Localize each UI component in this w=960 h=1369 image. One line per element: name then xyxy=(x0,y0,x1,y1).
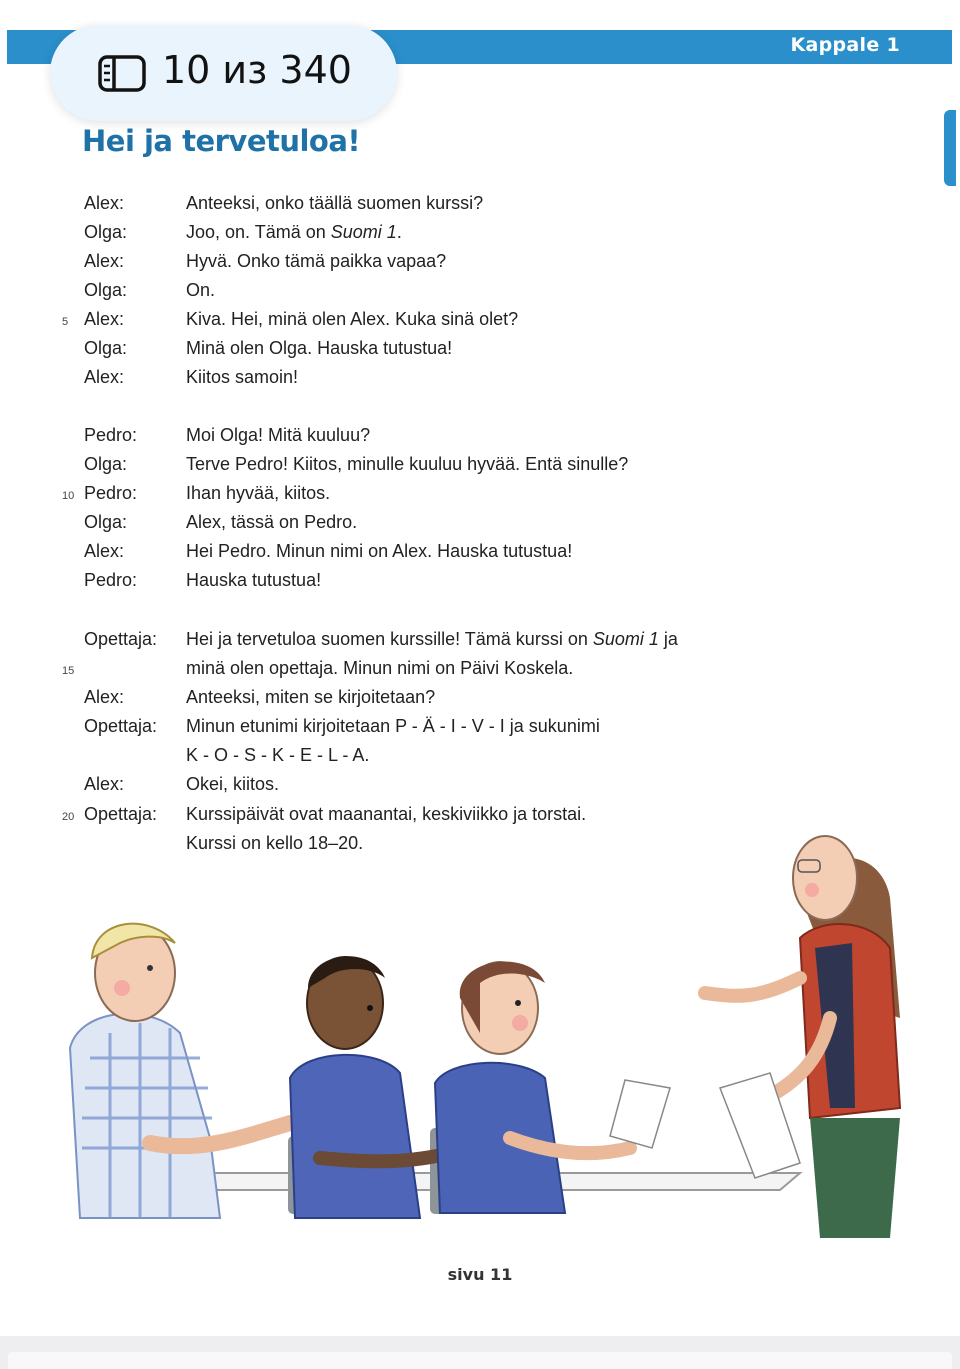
dialogue-text-segment: Anteeksi, onko täällä suomen kurssi? xyxy=(186,193,484,213)
dialogue-text xyxy=(186,193,483,214)
dialogue-line xyxy=(0,193,900,222)
speaker-name: Olga: xyxy=(84,454,128,474)
dialogue-text xyxy=(186,425,370,446)
dialogue-text-segment: Hauska tutustua! xyxy=(186,570,322,590)
dialogue-text xyxy=(186,629,678,650)
dialogue-line xyxy=(0,251,900,280)
dialogue-text xyxy=(186,745,369,766)
dialogue-line xyxy=(0,774,900,803)
speaker-name: Alex: xyxy=(84,367,125,387)
dialogue-text-segment: Joo, on. Tämä on xyxy=(186,222,331,242)
dialogue-text xyxy=(186,541,572,562)
chapter-label: Kappale 1 xyxy=(790,34,900,56)
speaker-name: Pedro: xyxy=(84,425,138,445)
side-tab xyxy=(944,110,956,186)
speaker-name: Olga: xyxy=(84,280,128,300)
dialogue-line xyxy=(0,658,900,687)
dialogue-line xyxy=(0,716,900,745)
dialogue-text xyxy=(186,687,435,708)
dialogue-text xyxy=(186,338,452,359)
dialogue-text xyxy=(186,570,321,591)
dialogue-line xyxy=(0,629,900,658)
book-title-italic: Suomi 1 xyxy=(330,222,397,242)
dialogue-text xyxy=(186,454,628,475)
speaker-name: Olga: xyxy=(84,222,128,242)
speaker-name: Opettaja: xyxy=(84,629,158,649)
dialogue-line xyxy=(0,687,900,716)
dialogue-line xyxy=(0,745,900,774)
line-number: 5 xyxy=(62,316,69,328)
speaker-name: Pedro: xyxy=(84,570,138,590)
speaker-name: Alex: xyxy=(84,687,125,707)
speaker-name: Pedro: xyxy=(84,483,138,503)
dialogue-text-segment: Minä olen Olga. Hauska tutustua! xyxy=(186,338,453,358)
dialogue-text-segment: Hei Pedro. Minun nimi on Alex. Hauska tutustua! xyxy=(186,541,573,561)
dialogue-text-segment: ja xyxy=(658,629,678,649)
speaker-name: Olga: xyxy=(84,338,128,358)
dialogue-text-segment: Kurssipäivät ovat maanantai, keskiviikko ja torstai. xyxy=(186,804,587,824)
dialogue-text-segment: Kurssi on kello 18–20. xyxy=(186,833,364,853)
lesson-title: Hei ja tervetuloa! xyxy=(82,124,361,158)
speaker-name: Alex: xyxy=(84,774,125,794)
line-number: 15 xyxy=(62,665,75,677)
speaker-name: Alex: xyxy=(84,251,125,271)
dialogue-text-segment: Kiitos samoin! xyxy=(186,367,299,387)
dialogue-line xyxy=(0,454,900,483)
dialogue-line xyxy=(0,483,900,512)
dialogue-text xyxy=(186,222,402,243)
dialogue-line xyxy=(0,425,900,454)
dialogue-text-segment: Anteeksi, miten se kirjoitetaan? xyxy=(186,687,436,707)
book-icon xyxy=(98,55,146,92)
dialogue-line xyxy=(0,280,900,309)
dialogue-text xyxy=(186,716,600,737)
classroom-illustration xyxy=(40,818,920,1238)
dialogue-text xyxy=(186,512,357,533)
dialogue-text xyxy=(186,251,446,272)
dialogue-line xyxy=(0,570,900,599)
dialogue-text-segment: minä olen opettaja. Minun nimi on Päivi Koskela. xyxy=(186,658,574,678)
dialogue-line xyxy=(0,541,900,570)
dialogue-text xyxy=(186,483,330,504)
dialogue-text-segment: Alex, tässä on Pedro. xyxy=(186,512,358,532)
dialogue-text xyxy=(186,280,215,301)
speaker-name: Opettaja: xyxy=(84,804,158,824)
dialogue-text-segment: K - O - S - K - E - L - A. xyxy=(186,745,370,765)
dialogue-text-segment: On. xyxy=(186,280,216,300)
speaker-name: Alex: xyxy=(84,309,125,329)
dialogue-text-segment: Ihan hyvää, kiitos. xyxy=(186,483,331,503)
dialogue-line xyxy=(0,222,900,251)
dialogue-text xyxy=(186,309,518,330)
dialogue-text xyxy=(186,774,279,795)
line-number: 10 xyxy=(62,490,75,502)
dialogue-text-segment: Minun etunimi kirjoitetaan P - Ä - I - V - I ja sukunimi xyxy=(186,716,600,736)
page-number: sivu 11 xyxy=(447,1265,513,1284)
dialogue-text-segment: Okei, kiitos. xyxy=(186,774,280,794)
line-number: 20 xyxy=(62,811,75,823)
dialogue-text-segment: Hyvä. Onko tämä paikka vapaa? xyxy=(186,251,447,271)
speaker-name: Alex: xyxy=(84,541,125,561)
dialogue-text xyxy=(186,658,573,679)
dialogue-text-segment: Terve Pedro! Kiitos, minulle kuuluu hyvää. Entä sinulle? xyxy=(186,454,629,474)
speaker-name: Opettaja: xyxy=(84,716,158,736)
dialogue-line xyxy=(0,512,900,541)
dialogue-text xyxy=(186,367,298,388)
dialogue-line xyxy=(0,309,900,338)
dialogue-text-segment: . xyxy=(396,222,402,242)
dialogue-line xyxy=(0,338,900,367)
speaker-name: Alex: xyxy=(84,193,125,213)
dialogue-text-segment: Hei ja tervetuloa suomen kurssille! Tämä kurssi on xyxy=(186,629,593,649)
dialogue-text-segment: Moi Olga! Mitä kuuluu? xyxy=(186,425,371,445)
speaker-name: Olga: xyxy=(84,512,128,532)
next-page-edge xyxy=(0,1336,960,1369)
dialogue-text-segment: Kiva. Hei, minä olen Alex. Kuka sinä olet? xyxy=(186,309,519,329)
page-counter-text: 10 из 340 xyxy=(162,48,352,92)
book-title-italic: Suomi 1 xyxy=(592,629,659,649)
dialogue-line xyxy=(0,367,900,396)
